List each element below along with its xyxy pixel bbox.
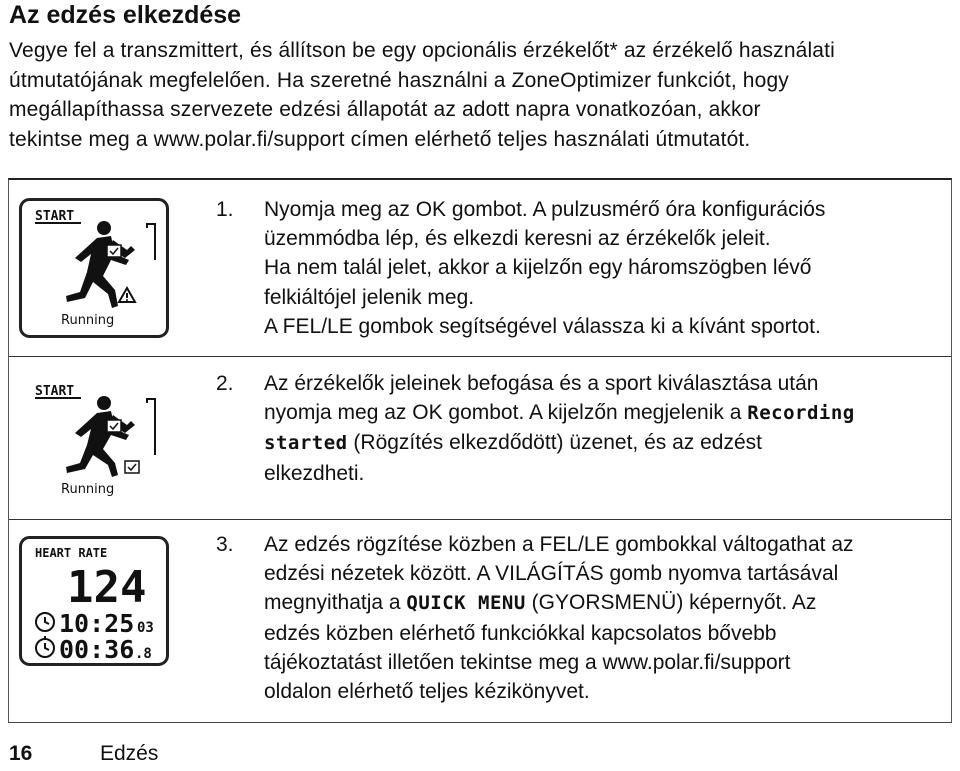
step-number: 1. bbox=[216, 198, 234, 221]
step-line: üzemmódba lép, és elkezdi keresni az érzékelők jeleit. bbox=[264, 227, 771, 251]
section-name: Edzés bbox=[100, 742, 159, 765]
step-line-text: edzés közben elérhető funkciókkal kapcsolatos bővebb bbox=[264, 621, 777, 645]
step-line bbox=[264, 369, 944, 398]
screen-header: START bbox=[35, 384, 75, 399]
screen-footer: Running bbox=[61, 482, 115, 497]
step-line: Ha nem talál jelet, akkor a kijelzőn egy háromszögben lévő bbox=[264, 256, 812, 280]
step-line-text: elkezdheti. bbox=[264, 461, 365, 485]
step-row-3 bbox=[9, 520, 951, 722]
clock-seconds: 03 bbox=[137, 620, 154, 636]
step-text bbox=[264, 369, 944, 488]
step-line: A FEL/LE gombok segítségével válassza ki a kívánt sportot. bbox=[264, 314, 821, 338]
clock-icon bbox=[36, 613, 54, 631]
step-line-text: (GYORSMENÜ) képernyőt. Az bbox=[525, 591, 817, 615]
page-title: Az edzés elkezdése bbox=[9, 1, 242, 29]
page-number: 16 bbox=[9, 742, 33, 765]
step-line-text: oldalon elérhető teljes kézikönyvet. bbox=[264, 680, 590, 704]
screen-footer: Running bbox=[61, 313, 115, 328]
step-line-text: Az edzés rögzítése közben a FEL/LE gombokkal váltogathat az bbox=[264, 533, 854, 556]
step-line bbox=[264, 559, 944, 588]
lcd-term-quick-menu: QUICK MENU bbox=[406, 592, 526, 615]
step-number: 2. bbox=[216, 372, 234, 395]
screen-header: HEART RATE bbox=[35, 546, 108, 560]
clock-time: 10:25 bbox=[59, 609, 135, 638]
step-line bbox=[264, 648, 944, 677]
step-line bbox=[264, 459, 944, 488]
lcd-term-started: started bbox=[264, 432, 348, 455]
step-line-text: tájékoztatást illetően tekintse meg a www.polar.fi/support bbox=[264, 650, 791, 674]
intro-paragraph bbox=[9, 36, 954, 154]
step-line bbox=[264, 677, 944, 706]
timer-tenths: .8 bbox=[135, 646, 152, 662]
intro-line: Vegye fel a transzmittert, és állítson be egy opcionális érzékelőt* az érzékelő használati bbox=[9, 39, 835, 62]
step-line-text: edzési nézetek között. A VILÁGÍTÁS gomb nyomva tartásával bbox=[264, 562, 839, 586]
step-line bbox=[264, 619, 944, 648]
step-line-text: nyomja meg az OK gombot. A kijelzőn megjelenik a bbox=[264, 401, 748, 425]
watch-screen-start-searching bbox=[19, 198, 169, 343]
step-line bbox=[264, 398, 944, 428]
timer-time: 00:36 bbox=[59, 635, 135, 664]
watch-screen-heart-rate bbox=[19, 536, 169, 671]
step-row-2 bbox=[9, 357, 951, 520]
step-line bbox=[264, 530, 944, 559]
step-line: Nyomja meg az OK gombot. A pulzusmérő óra konfigurációs bbox=[264, 198, 826, 221]
step-text bbox=[264, 530, 944, 706]
step-line bbox=[264, 428, 944, 458]
watch-display-illustration bbox=[19, 536, 169, 666]
step-line bbox=[264, 588, 944, 618]
intro-line: tekintse meg a www.polar.fi/support címen elérhető teljes használati útmutatót. bbox=[9, 127, 751, 151]
step-line: felkiáltójel jelenik meg. bbox=[264, 285, 475, 309]
step-line-text: (Rögzítés elkezdődött) üzenet, és az edzést bbox=[347, 431, 762, 455]
intro-line: útmutatójának megfelelően. Ha szeretné használni a ZoneOptimizer funkciót, hogy bbox=[9, 68, 789, 92]
steps-table bbox=[8, 178, 952, 723]
screen-header: START bbox=[35, 209, 75, 224]
step-number: 3. bbox=[216, 533, 234, 556]
step-line-text: megnyithatja a bbox=[264, 591, 407, 615]
heart-rate-value: 124 bbox=[67, 562, 147, 613]
heart-check-icon bbox=[107, 245, 121, 257]
lcd-term-recording: Recording bbox=[747, 402, 855, 425]
watch-screen-start-ready bbox=[19, 375, 169, 504]
watch-display-illustration bbox=[19, 198, 169, 338]
step-line-text: Az érzékelők jeleinek befogása és a sport kiválasztása után bbox=[264, 372, 819, 395]
step-text bbox=[264, 195, 944, 341]
watch-display-illustration bbox=[19, 375, 169, 499]
intro-line: megállapíthassa szervezete edzési állapotát az adott napra vonatkozóan, akkor bbox=[9, 98, 761, 121]
step-row-1 bbox=[9, 180, 951, 357]
